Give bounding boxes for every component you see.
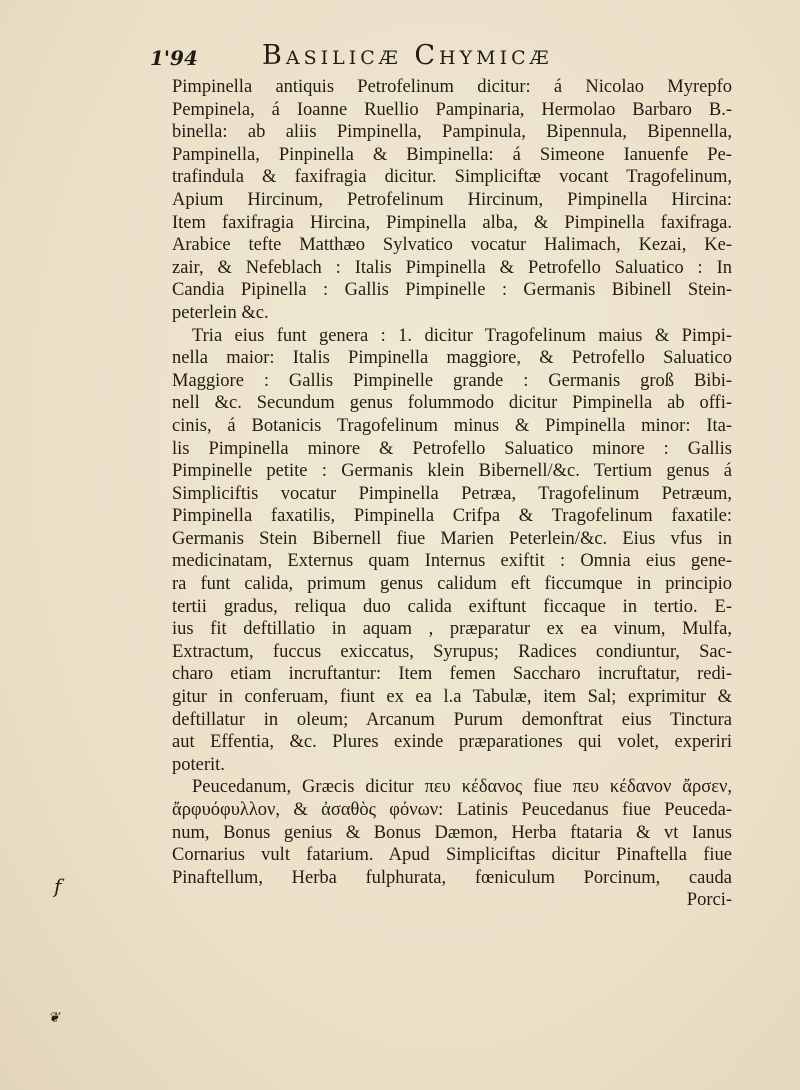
text-line: Arabice tefte Matthæo Sylvatico vocatur Halimach, Kezai, Ke- [172, 235, 732, 256]
text-line: Pinaftellum, Herba fulphurata, fœniculum Porcinum, cauda [172, 867, 732, 888]
text-line: Germanis Stein Bibernell fiue Marien Peterlein/&c. Eius vfus in [172, 528, 732, 549]
text-line: cinis, á Botanicis Tragofelinum minus & Pimpinella minor: Ita- [172, 415, 732, 436]
text-line: Pempinela, á Ioanne Ruellio Pampinaria, Hermolao Barbaro B.- [172, 99, 732, 120]
text-line: medicinatam, Externus quam Internus exiftit : Omnia eius gene- [172, 551, 732, 572]
margin-ornament: ❦ [48, 1010, 60, 1026]
text-line: ἄρφυόφυλλον, & ἀσαθὸς φόνων: Latinis Peucedanus fiue Peuceda- [172, 800, 732, 820]
text-line: num, Bonus genius & Bonus Dæmon, Herba ftataria & vt Ianus [172, 822, 732, 843]
running-title: Basilicæ Chymicæ [262, 40, 553, 71]
text-line: Porci- [686, 890, 732, 911]
text-line: Pimpinella faxatilis, Pimpinella Crifpa & Tragofelinum faxatile: [172, 506, 732, 527]
text-line: Peucedanum, Græcis dicitur πευ κέδανος fiue πευ κέδανον ἄρσεν, [192, 777, 732, 798]
page-number: 1'94 [150, 46, 198, 70]
text-line: Apium Hircinum, Petrofelinum Hircinum, Pimpinella Hircina: [172, 189, 732, 210]
text-line: zair, & Nefeblach : Italis Pimpinella & Petrofello Saluatico : In [172, 257, 732, 278]
text-line: Pimpinelle petite : Germanis klein Bibernell/&c. Tertium genus á [172, 461, 732, 482]
text-line: gitur in conferuam, fiunt ex ea l.a Tabulæ, item Sal; exprimitur & [172, 687, 732, 708]
text-line: ra funt calida, primum genus calidum eft ficcumque in principio [172, 574, 732, 595]
text-line: charo etiam incruftantur: Item femen Saccharo incruftatur, redi- [172, 664, 732, 685]
text-line: Extractum, fuccus exiccatus, Syrupus; Radices condiuntur, Sac- [172, 641, 732, 662]
text-line: peterlein &c. [172, 302, 269, 323]
text-line: Pimpinella antiquis Petrofelinum dicitur: á Nicolao Myrepfo [172, 77, 732, 97]
page-header [150, 40, 710, 74]
text-line: lis Pimpinella minore & Petrofello Saluatico minore : Gallis [172, 438, 732, 459]
text-line: Candia Pipinella : Gallis Pimpinelle : Germanis Bibinell Stein- [172, 280, 732, 301]
body-text [172, 76, 732, 912]
text-line: Pampinella, Pinpinella & Bimpinella: á Simeone Ianuenfe Pe- [172, 144, 732, 165]
text-line: aut Effentia, &c. Plures exinde præparationes qui volet, experiri [172, 732, 732, 753]
text-line: Tria eius funt genera : 1. dicitur Tragofelinum maius & Pimpi- [192, 325, 732, 346]
text-line: Cornarius vult fatarium. Apud Simpliciftas dicitur Pinaftella fiue [172, 845, 732, 866]
text-line: Simpliciftis vocatur Pimpinella Petræa, Tragofelinum Petræum, [172, 483, 732, 504]
text-line: nella maior: Italis Pimpinella maggiore, & Petrofello Saluatico [172, 348, 732, 369]
text-line: Item faxifragia Hircina, Pimpinella alba, & Pimpinella faxifraga. [172, 212, 732, 233]
text-line: tertii gradus, reliqua duo calida exiftunt ficcaque in tertio. E- [172, 596, 732, 617]
text-line: deftillatur in oleum; Arcanum Purum demonftrat eius Tinctura [172, 709, 732, 730]
text-line: Maggiore : Gallis Pimpinelle grande : Germanis groß Bibi- [172, 370, 732, 391]
text-line: trafindula & faxifragia dicitur. Simpliciftæ vocant Tragofelinum, [172, 167, 732, 188]
text-line: poterit. [172, 754, 225, 775]
margin-mark: f [54, 874, 62, 898]
text-line: ius fit deftillatio in aquam , præparatur ex ea vinum, Mulfa, [172, 619, 732, 640]
text-line: nell &c. Secundum genus folummodo dicitur Pimpinella ab offi- [172, 393, 732, 414]
text-line: binella: ab aliis Pimpinella, Pampinula, Bipennula, Bipennella, [172, 122, 732, 143]
